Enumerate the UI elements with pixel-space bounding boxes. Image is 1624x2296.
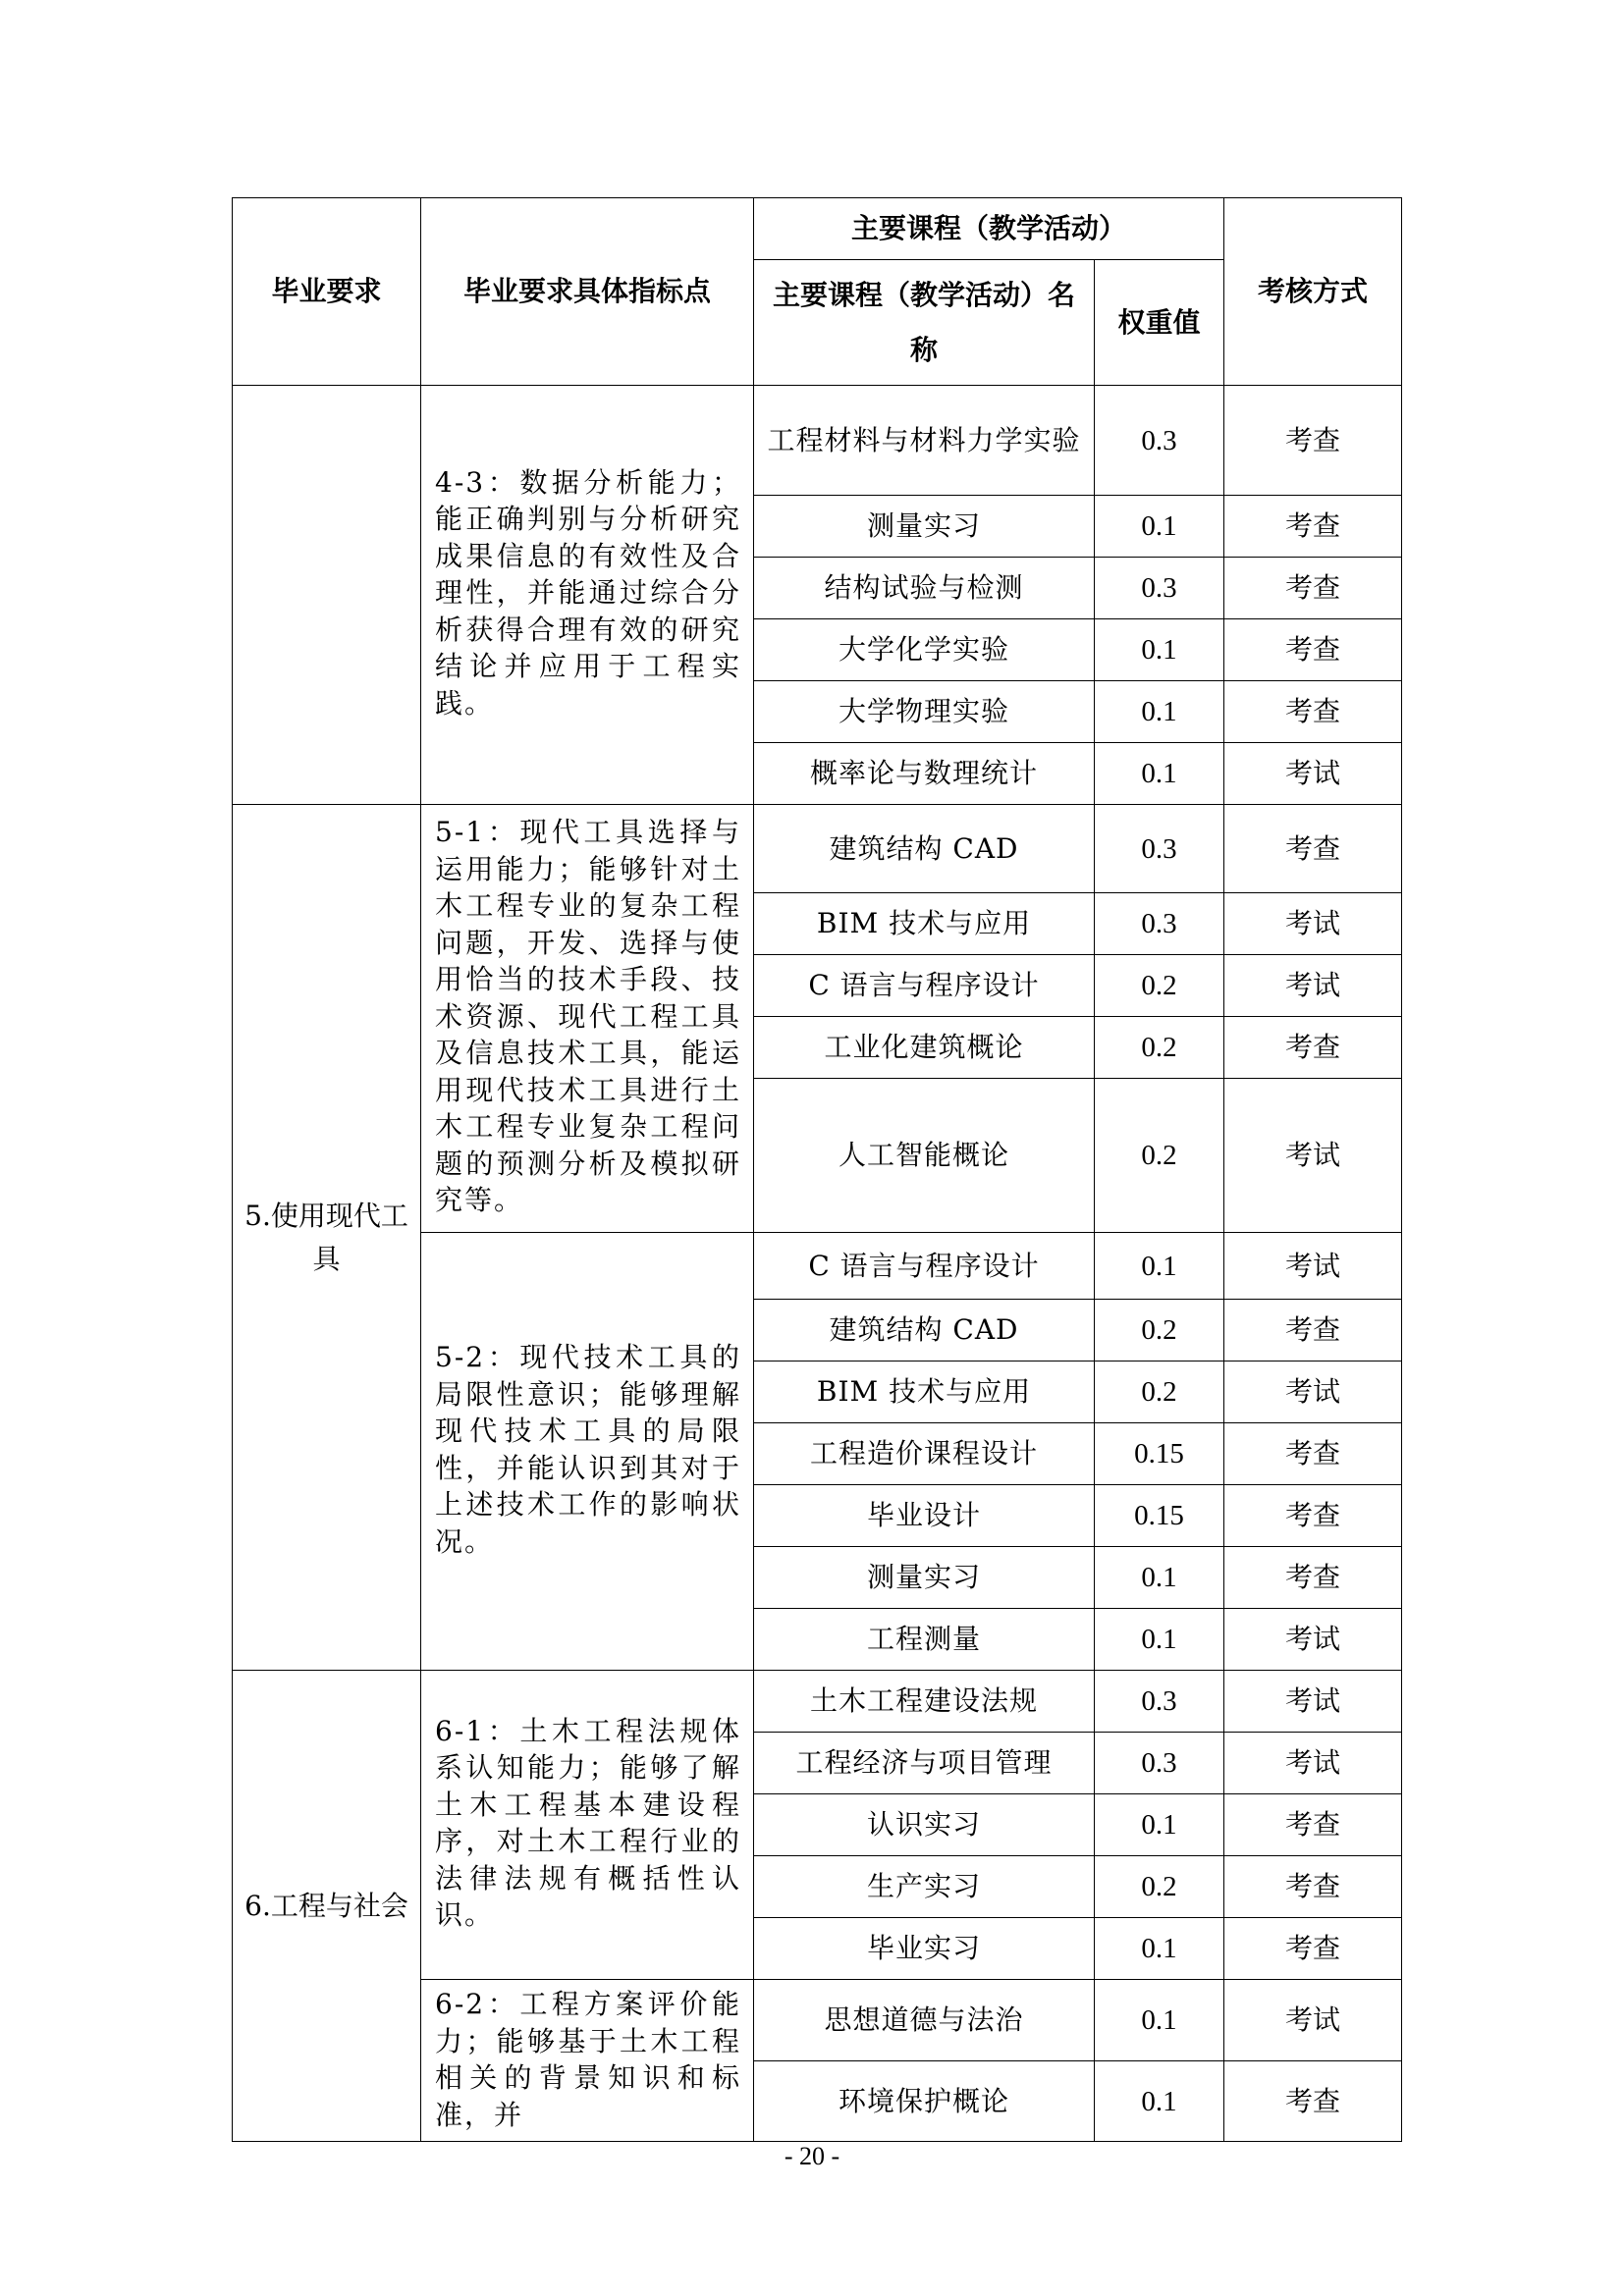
course-assessment: 考试	[1224, 1733, 1402, 1794]
course-assessment: 考查	[1224, 1300, 1402, 1362]
course-assessment: 考查	[1224, 496, 1402, 558]
course-name: 工业化建筑概论	[754, 1017, 1095, 1079]
course-name: BIM 技术与应用	[754, 893, 1095, 955]
course-assessment: 考试	[1224, 743, 1402, 805]
requirement-6: 6.工程与社会	[233, 1671, 421, 2142]
header-courses-group: 主要课程（教学活动）	[754, 198, 1224, 260]
course-assessment: 考试	[1224, 1079, 1402, 1233]
course-weight: 0.3	[1095, 1733, 1224, 1794]
course-weight: 0.3	[1095, 558, 1224, 619]
course-weight: 0.15	[1095, 1485, 1224, 1547]
course-weight: 0.1	[1095, 496, 1224, 558]
course-name: 大学化学实验	[754, 619, 1095, 681]
course-assessment: 考试	[1224, 893, 1402, 955]
header-course-name: 主要课程（教学活动）名称	[754, 260, 1095, 386]
course-weight: 0.1	[1095, 1980, 1224, 2061]
course-name: C 语言与程序设计	[754, 955, 1095, 1017]
course-assessment: 考试	[1224, 1671, 1402, 1733]
course-name: 生产实习	[754, 1856, 1095, 1918]
course-weight: 0.1	[1095, 2061, 1224, 2142]
course-weight: 0.3	[1095, 386, 1224, 496]
course-weight: 0.1	[1095, 1794, 1224, 1856]
course-assessment: 考试	[1224, 1233, 1402, 1300]
course-assessment: 考查	[1224, 1423, 1402, 1485]
course-assessment: 考查	[1224, 386, 1402, 496]
course-name: 工程材料与材料力学实验	[754, 386, 1095, 496]
course-weight: 0.3	[1095, 1671, 1224, 1733]
course-name: 毕业实习	[754, 1918, 1095, 1980]
course-assessment: 考查	[1224, 1794, 1402, 1856]
course-name: 测量实习	[754, 496, 1095, 558]
course-weight: 0.1	[1095, 619, 1224, 681]
course-assessment: 考试	[1224, 1980, 1402, 2061]
course-name: 建筑结构 CAD	[754, 805, 1095, 893]
course-name: 毕业设计	[754, 1485, 1095, 1547]
course-name: 工程测量	[754, 1609, 1095, 1671]
course-name: 思想道德与法治	[754, 1980, 1095, 2061]
course-weight: 0.2	[1095, 1856, 1224, 1918]
requirement-cell-continued	[233, 386, 421, 805]
table-row	[233, 1671, 1402, 1733]
course-weight: 0.1	[1095, 1547, 1224, 1609]
course-assessment: 考查	[1224, 558, 1402, 619]
course-assessment: 考查	[1224, 2061, 1402, 2142]
course-assessment: 考查	[1224, 805, 1402, 893]
course-assessment: 考查	[1224, 1017, 1402, 1079]
course-weight: 0.1	[1095, 681, 1224, 743]
requirement-5: 5.使用现代工具	[233, 805, 421, 1671]
course-assessment: 考试	[1224, 1609, 1402, 1671]
table-row	[233, 805, 1402, 893]
course-assessment: 考查	[1224, 1547, 1402, 1609]
course-name: C 语言与程序设计	[754, 1233, 1095, 1300]
course-name: BIM 技术与应用	[754, 1362, 1095, 1423]
course-name: 人工智能概论	[754, 1079, 1095, 1233]
course-name: 土木工程建设法规	[754, 1671, 1095, 1733]
course-weight: 0.1	[1095, 1918, 1224, 1980]
header-assessment: 考核方式	[1224, 198, 1402, 386]
course-name: 环境保护概论	[754, 2061, 1095, 2142]
course-assessment: 考查	[1224, 1856, 1402, 1918]
indicator-4-3: 4-3：数据分析能力；能正确判别与分析研究成果信息的有效性及合理性，并能通过综合分析获得合理有效的研究结论并应用于工程实践。	[421, 386, 754, 805]
course-weight: 0.3	[1095, 805, 1224, 893]
course-weight: 0.3	[1095, 893, 1224, 955]
course-name: 概率论与数理统计	[754, 743, 1095, 805]
course-assessment: 考查	[1224, 681, 1402, 743]
indicator-5-2: 5-2：现代技术工具的局限性意识；能够理解现代技术工具的局限性，并能认识到其对于上述技术工作的影响状况。	[421, 1233, 754, 1671]
course-name: 结构试验与检测	[754, 558, 1095, 619]
course-weight: 0.1	[1095, 1609, 1224, 1671]
course-assessment: 考试	[1224, 955, 1402, 1017]
indicator-5-1: 5-1：现代工具选择与运用能力；能够针对土木工程专业的复杂工程问题，开发、选择与使用恰当的技术手段、技术资源、现代工程工具及信息技术工具，能运用现代技术工具进行土木工程专业复杂工程问题的预测分析及模拟研究等。	[421, 805, 754, 1233]
course-weight: 0.1	[1095, 1233, 1224, 1300]
course-weight: 0.2	[1095, 1300, 1224, 1362]
course-name: 建筑结构 CAD	[754, 1300, 1095, 1362]
course-assessment: 考查	[1224, 1918, 1402, 1980]
course-assessment: 考查	[1224, 1485, 1402, 1547]
course-name: 工程经济与项目管理	[754, 1733, 1095, 1794]
course-name: 大学物理实验	[754, 681, 1095, 743]
course-name: 测量实习	[754, 1547, 1095, 1609]
course-assessment: 考试	[1224, 1362, 1402, 1423]
indicator-6-2: 6-2：工程方案评价能力；能够基于土木工程相关的背景知识和标准，并	[421, 1980, 754, 2142]
course-weight: 0.2	[1095, 1017, 1224, 1079]
course-weight: 0.2	[1095, 1079, 1224, 1233]
course-name: 认识实习	[754, 1794, 1095, 1856]
course-weight: 0.2	[1095, 1362, 1224, 1423]
course-assessment: 考查	[1224, 619, 1402, 681]
header-indicator: 毕业要求具体指标点	[421, 198, 754, 386]
course-name: 工程造价课程设计	[754, 1423, 1095, 1485]
page-number: - 20 -	[784, 2142, 840, 2170]
table-row	[233, 386, 1402, 496]
course-weight: 0.15	[1095, 1423, 1224, 1485]
course-weight: 0.1	[1095, 743, 1224, 805]
header-weight: 权重值	[1095, 260, 1224, 386]
indicator-6-1: 6-1：土木工程法规体系认知能力；能够了解土木工程基本建设程序，对土木工程行业的法律法规有概括性认识。	[421, 1671, 754, 1980]
requirements-course-table	[232, 197, 1402, 2142]
course-weight: 0.2	[1095, 955, 1224, 1017]
header-requirement: 毕业要求	[233, 198, 421, 386]
